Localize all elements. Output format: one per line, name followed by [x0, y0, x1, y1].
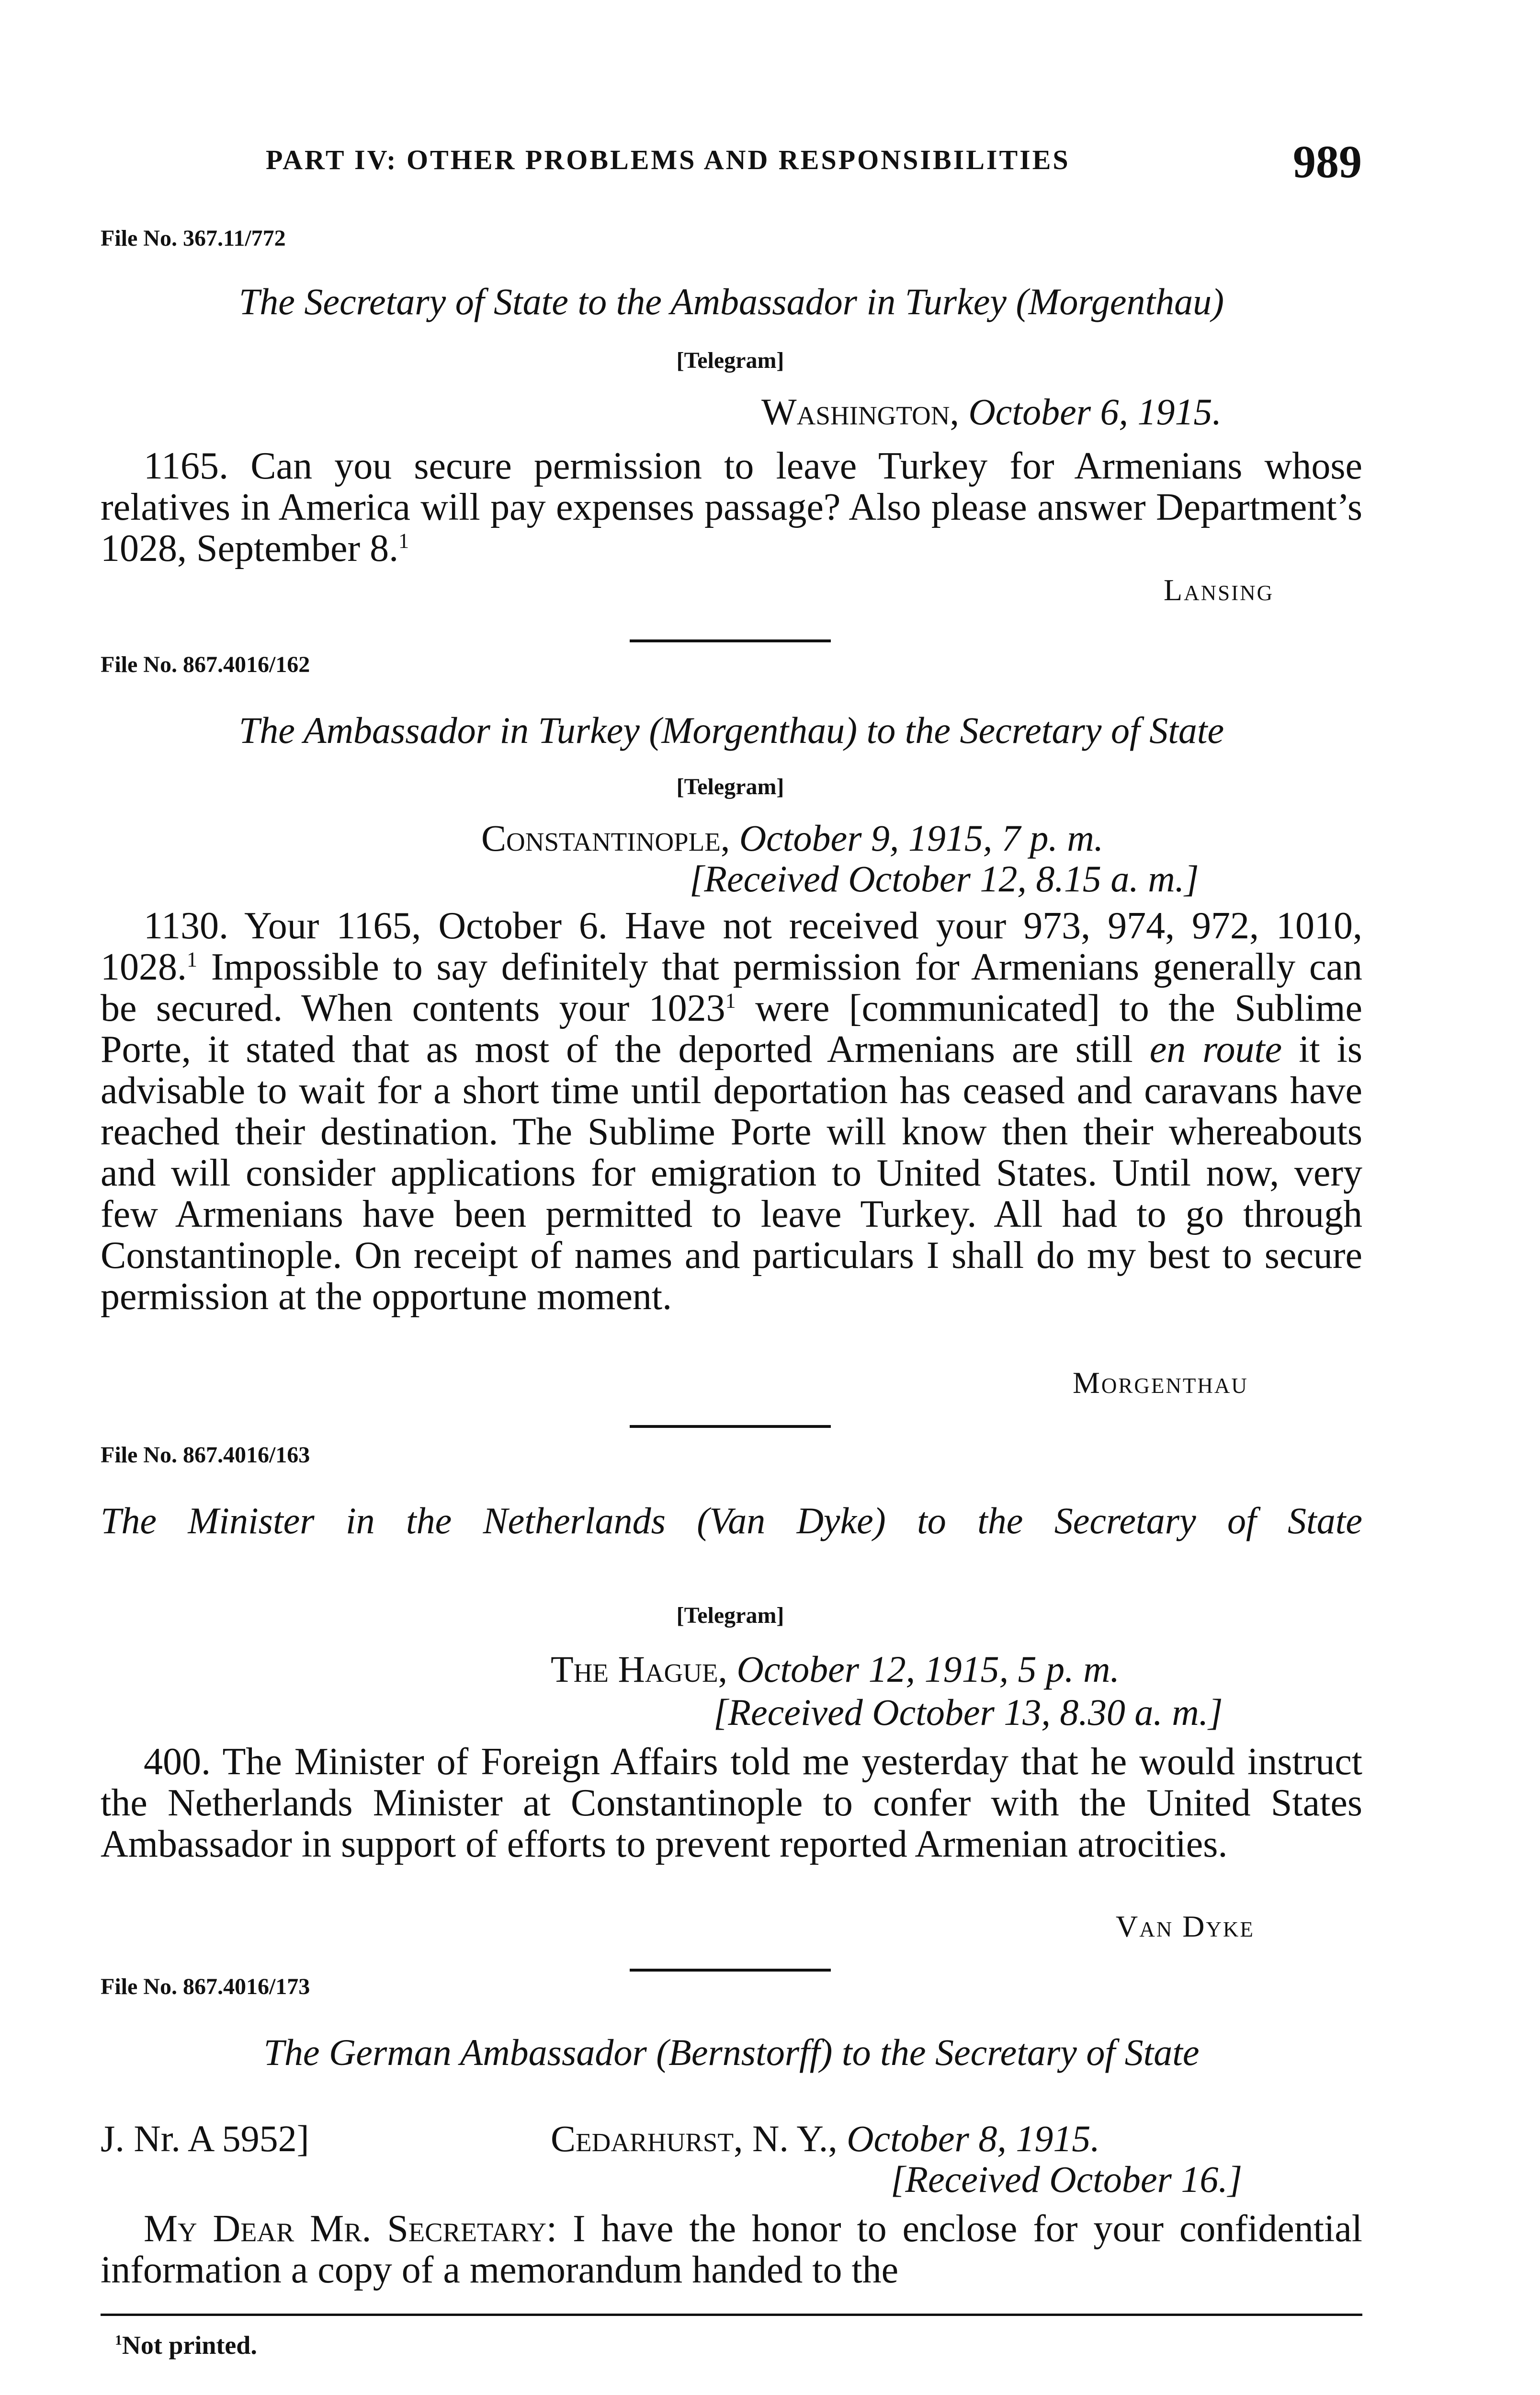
- doc3-place: The Hague,: [551, 1648, 728, 1690]
- doc3-received: [Received October 13, 8.30 a. m.]: [713, 1691, 1223, 1733]
- doc4-reference: J. Nr. A 5952]: [101, 2118, 309, 2159]
- doc1-file-number: File No. 367.11/772: [101, 226, 286, 251]
- doc2-body-text-2: Impossible to say definitely that permission for Armenians generally can be secured. When contents your 1023: [101, 946, 1362, 1029]
- doc2-signature: Morgenthau: [1073, 1366, 1248, 1400]
- doc4-body-text: I have the honor to enclose for your confidential information a copy of a memorandum handed to the: [101, 2208, 1362, 2291]
- doc2-file-number: File No. 867.4016/162: [101, 652, 310, 677]
- footnote-text: Not printed.: [122, 2331, 257, 2360]
- doc2-received: [Received October 12, 8.15 a. m.]: [690, 858, 1199, 900]
- page-number: 989: [1293, 136, 1362, 187]
- doc1-body-text: 1165. Can you secure permission to leave Turkey for Armenians whose relatives in America will pay expenses passage? Also please answer Department’s 1028, September 8.: [101, 445, 1362, 570]
- footnote-rule: [101, 2314, 1362, 2316]
- doc4-salutation: My Dear Mr. Secretary:: [144, 2208, 557, 2250]
- doc1-title: The Secretary of State to the Ambassador in Turkey (Morgenthau): [238, 281, 1224, 322]
- doc4-place-date: [551, 2117, 1100, 2160]
- doc3-date: October 12, 1915, 5 p. m.: [736, 1648, 1120, 1690]
- doc2-telegram-label: [Telegram]: [676, 774, 784, 799]
- doc4-body: [101, 2208, 1362, 2291]
- section-divider: [630, 639, 831, 642]
- footnote-mark: 1: [115, 2333, 122, 2348]
- doc3-telegram-label: [Telegram]: [676, 1603, 784, 1628]
- doc2-date: October 9, 1915, 7 p. m.: [739, 817, 1104, 859]
- doc1-telegram-label: [Telegram]: [676, 348, 784, 373]
- doc2-footnote-mark-2: 1: [725, 989, 736, 1013]
- doc2-body: [101, 905, 1362, 1317]
- doc4-file-number: File No. 867.4016/173: [101, 1974, 310, 1999]
- doc2-body-text-3: were [communicated] to the Sublime Porte, it stated that as most of the deported Armenians are still: [101, 987, 1362, 1071]
- doc2-place-date: [481, 817, 1103, 860]
- doc4-received: [Received October 16.]: [891, 2158, 1243, 2200]
- doc3-body: [101, 1741, 1362, 1865]
- running-head: PART IV: OTHER PROBLEMS AND RESPONSIBILITIES: [266, 144, 1070, 175]
- doc1-place: Washington,: [761, 391, 959, 433]
- doc3-place-date: [551, 1648, 1120, 1691]
- doc4-title: The German Ambassador (Bernstorff) to the Secretary of State: [263, 2031, 1200, 2073]
- doc4-date: October 8, 1915.: [847, 2118, 1100, 2159]
- doc3-body-text: 400. The Minister of Foreign Affairs told me yesterday that he would instruct the Netherlands Minister at Constantinople to confer with the United States Ambassador in support of efforts to prevent reported Armenian atrocities.: [101, 1741, 1362, 1865]
- doc2-footnote-mark-1: 1: [187, 947, 197, 971]
- footnote: [115, 2330, 257, 2360]
- doc1-body: [101, 445, 1362, 569]
- doc1-place-date: [761, 390, 1222, 433]
- doc2-body-italic: en route: [1149, 1028, 1282, 1071]
- section-divider: [630, 1969, 831, 1972]
- doc2-place: Constantinople,: [481, 817, 730, 859]
- doc1-signature: Lansing: [1164, 573, 1274, 607]
- doc4-place: Cedarhurst, N. Y.,: [551, 2118, 838, 2159]
- doc1-footnote-mark: 1: [398, 529, 409, 553]
- doc1-date: October 6, 1915.: [968, 391, 1222, 433]
- doc3-signature: Van Dyke: [1116, 1909, 1255, 1943]
- doc2-title: The Ambassador in Turkey (Morgenthau) to the Secretary of State: [238, 709, 1224, 751]
- doc3-title: The Minister in the Netherlands (Van Dyke) to the Secretary of State: [101, 1500, 1362, 1541]
- doc2-body-text-1: 1130. Your 1165, October 6. Have not received your 973, 974, 972, 1010, 1028.: [101, 905, 1362, 988]
- doc3-file-number: File No. 867.4016/163: [101, 1442, 310, 1468]
- doc2-body-text-4: it is advisable to wait for a short time until deportation has ceased and caravans have reached their destination. The Sublime Porte will know then their whereabouts and will consider applications for emigration to United States. Until now, very few Armenians have been permitted to leave Turkey. All had to go through Constantinople. On receipt of names and particulars I shall do my best to secure permission at the opportune moment.: [101, 1028, 1363, 1318]
- section-divider: [630, 1425, 831, 1428]
